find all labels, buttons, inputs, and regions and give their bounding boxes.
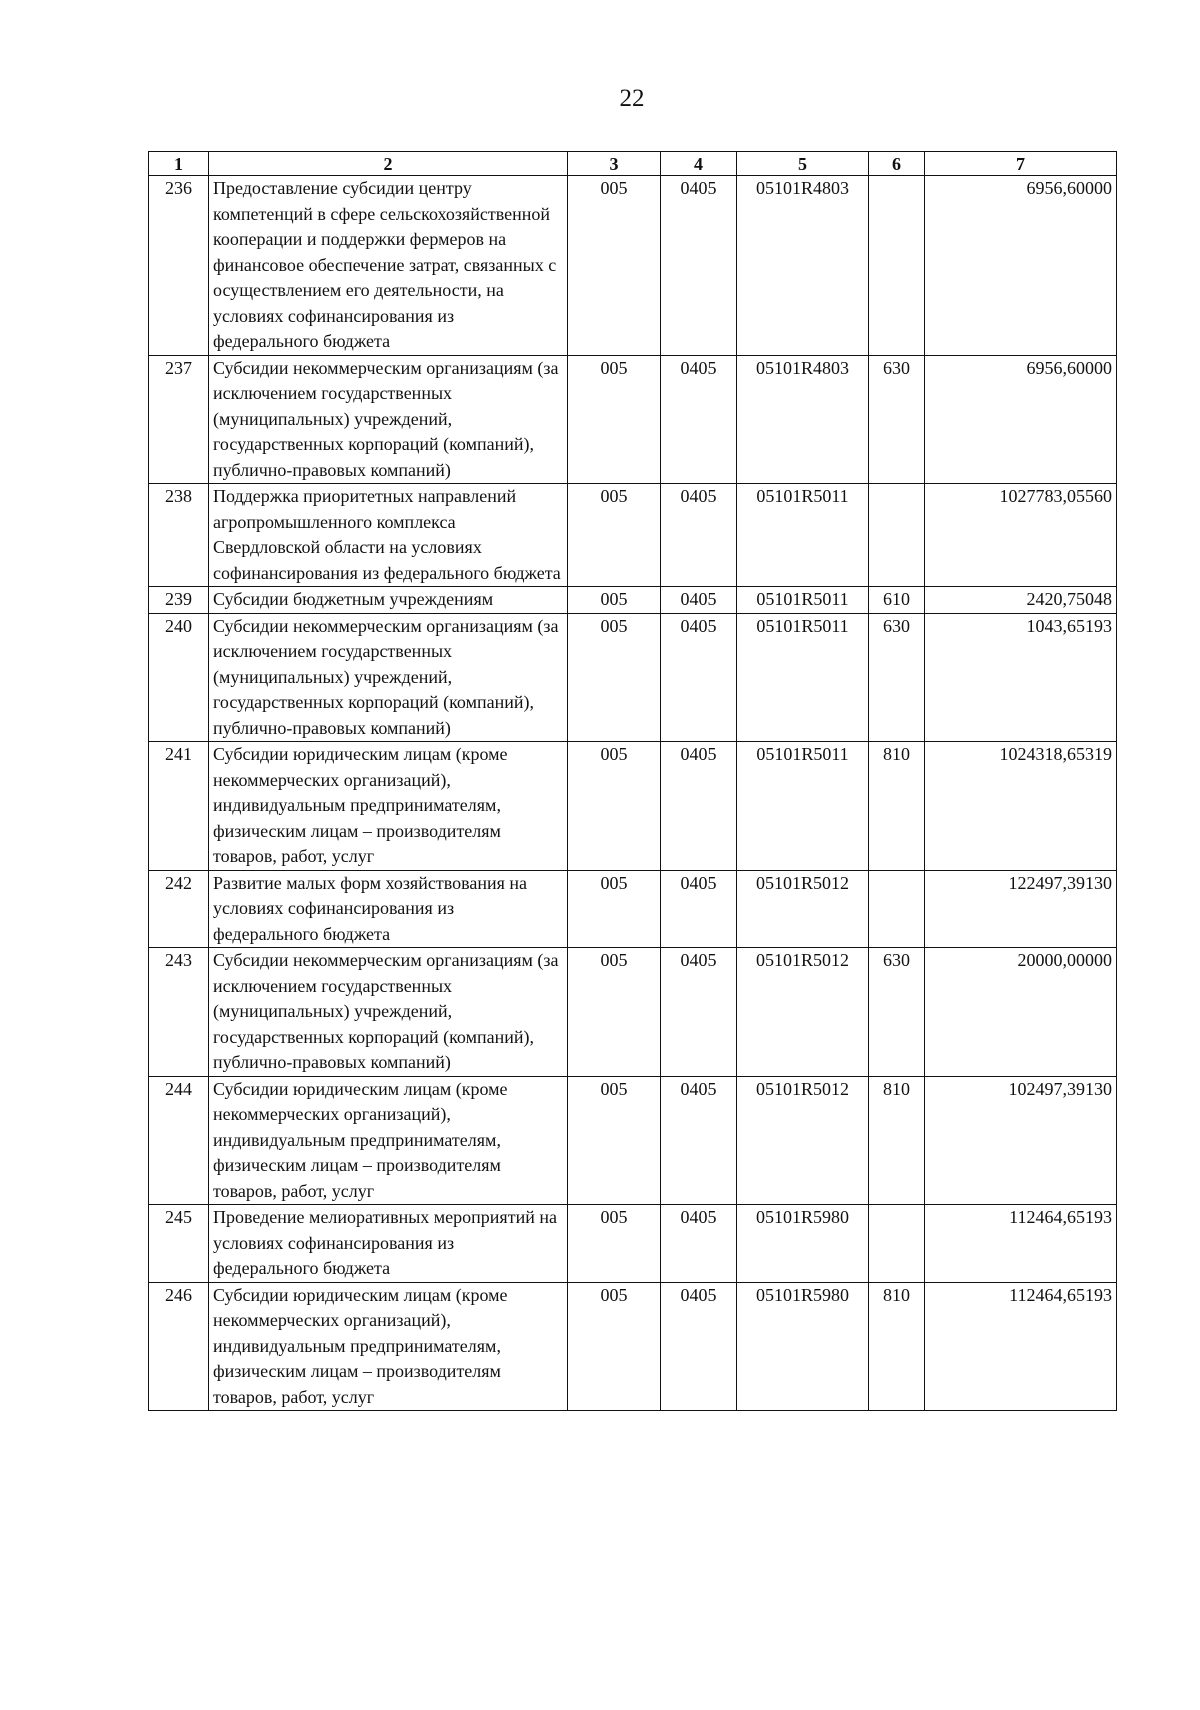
row-amount: 102497,39130 bbox=[925, 1076, 1117, 1205]
row-amount: 2420,75048 bbox=[925, 587, 1117, 614]
table-row bbox=[149, 355, 1117, 484]
row-code-3: 005 bbox=[568, 870, 661, 948]
table-row bbox=[149, 870, 1117, 948]
column-header: 3 bbox=[568, 152, 661, 176]
row-code-4: 0405 bbox=[661, 484, 737, 587]
row-name: Субсидии некоммерческим организациям (за исключением государственных (муниципальных) учреждений, государственных корпораций (компаний), публично-правовых компаний) bbox=[209, 613, 568, 742]
row-code-4: 0405 bbox=[661, 1205, 737, 1283]
table-row bbox=[149, 613, 1117, 742]
row-code-5: 05101R5011 bbox=[737, 587, 869, 614]
row-amount: 122497,39130 bbox=[925, 870, 1117, 948]
column-header: 2 bbox=[209, 152, 568, 176]
row-code-4: 0405 bbox=[661, 176, 737, 356]
row-number: 239 bbox=[149, 587, 209, 614]
row-code-6 bbox=[869, 484, 925, 587]
row-code-6: 630 bbox=[869, 948, 925, 1077]
row-code-5: 05101R4803 bbox=[737, 176, 869, 356]
row-code-6 bbox=[869, 1205, 925, 1283]
row-code-5: 05101R5011 bbox=[737, 484, 869, 587]
row-code-3: 005 bbox=[568, 587, 661, 614]
row-code-6 bbox=[869, 176, 925, 356]
row-name: Субсидии бюджетным учреждениям bbox=[209, 587, 568, 614]
row-number: 242 bbox=[149, 870, 209, 948]
row-code-4: 0405 bbox=[661, 587, 737, 614]
row-amount: 1024318,65319 bbox=[925, 742, 1117, 871]
row-code-3: 005 bbox=[568, 484, 661, 587]
row-code-4: 0405 bbox=[661, 1282, 737, 1411]
column-header: 7 bbox=[925, 152, 1117, 176]
row-code-6 bbox=[869, 870, 925, 948]
header-row bbox=[149, 152, 1117, 176]
row-code-5: 05101R5011 bbox=[737, 742, 869, 871]
row-code-3: 005 bbox=[568, 613, 661, 742]
row-code-5: 05101R5980 bbox=[737, 1205, 869, 1283]
row-code-5: 05101R5012 bbox=[737, 1076, 869, 1205]
row-code-4: 0405 bbox=[661, 870, 737, 948]
row-amount: 112464,65193 bbox=[925, 1205, 1117, 1283]
table-row bbox=[149, 948, 1117, 1077]
row-number: 243 bbox=[149, 948, 209, 1077]
table-row bbox=[149, 484, 1117, 587]
row-code-3: 005 bbox=[568, 742, 661, 871]
row-amount: 112464,65193 bbox=[925, 1282, 1117, 1411]
row-code-3: 005 bbox=[568, 948, 661, 1077]
budget-table bbox=[148, 151, 1117, 1411]
row-code-4: 0405 bbox=[661, 742, 737, 871]
column-header: 1 bbox=[149, 152, 209, 176]
row-code-5: 05101R5980 bbox=[737, 1282, 869, 1411]
row-number: 236 bbox=[149, 176, 209, 356]
row-amount: 1027783,05560 bbox=[925, 484, 1117, 587]
row-code-4: 0405 bbox=[661, 613, 737, 742]
row-number: 240 bbox=[149, 613, 209, 742]
row-name: Субсидии юридическим лицам (кроме некоммерческих организаций), индивидуальным предпринимателям, физическим лицам – производителям товаров, работ, услуг bbox=[209, 742, 568, 871]
row-name: Субсидии некоммерческим организациям (за исключением государственных (муниципальных) учреждений, государственных корпораций (компаний), публично-правовых компаний) bbox=[209, 948, 568, 1077]
row-code-3: 005 bbox=[568, 1205, 661, 1283]
row-amount: 1043,65193 bbox=[925, 613, 1117, 742]
row-code-6: 810 bbox=[869, 1282, 925, 1411]
table-row bbox=[149, 587, 1117, 614]
row-amount: 20000,00000 bbox=[925, 948, 1117, 1077]
row-amount: 6956,60000 bbox=[925, 355, 1117, 484]
row-name: Проведение мелиоративных мероприятий на условиях софинансирования из федерального бюджета bbox=[209, 1205, 568, 1283]
table-row bbox=[149, 176, 1117, 356]
row-code-4: 0405 bbox=[661, 1076, 737, 1205]
page-number: 22 bbox=[619, 85, 645, 112]
row-name: Предоставление субсидии центру компетенций в сфере сельскохозяйственной кооперации и поддержки фермеров на финансовое обеспечение затрат, связанных с осуществлением его деятельности, на условиях софинансирования из федерального бюджета bbox=[209, 176, 568, 356]
row-number: 238 bbox=[149, 484, 209, 587]
table-row bbox=[149, 1076, 1117, 1205]
row-number: 246 bbox=[149, 1282, 209, 1411]
table-row bbox=[149, 1282, 1117, 1411]
column-header: 6 bbox=[869, 152, 925, 176]
row-code-4: 0405 bbox=[661, 355, 737, 484]
row-code-6: 810 bbox=[869, 1076, 925, 1205]
row-code-3: 005 bbox=[568, 1076, 661, 1205]
row-code-5: 05101R5012 bbox=[737, 948, 869, 1077]
row-code-5: 05101R5012 bbox=[737, 870, 869, 948]
row-name: Субсидии юридическим лицам (кроме некоммерческих организаций), индивидуальным предпринимателям, физическим лицам – производителям товаров, работ, услуг bbox=[209, 1282, 568, 1411]
row-code-5: 05101R4803 bbox=[737, 355, 869, 484]
row-name: Поддержка приоритетных направлений агропромышленного комплекса Свердловской области на условиях софинансирования из федерального бюджета bbox=[209, 484, 568, 587]
row-code-6: 630 bbox=[869, 613, 925, 742]
row-code-3: 005 bbox=[568, 355, 661, 484]
row-number: 244 bbox=[149, 1076, 209, 1205]
row-name: Субсидии некоммерческим организациям (за исключением государственных (муниципальных) учреждений, государственных корпораций (компаний), публично-правовых компаний) bbox=[209, 355, 568, 484]
row-name: Развитие малых форм хозяйствования на условиях софинансирования из федерального бюджета bbox=[209, 870, 568, 948]
column-header: 5 bbox=[737, 152, 869, 176]
row-code-6: 810 bbox=[869, 742, 925, 871]
row-code-3: 005 bbox=[568, 176, 661, 356]
row-number: 245 bbox=[149, 1205, 209, 1283]
row-number: 237 bbox=[149, 355, 209, 484]
row-code-6: 610 bbox=[869, 587, 925, 614]
row-name: Субсидии юридическим лицам (кроме некоммерческих организаций), индивидуальным предпринимателям, физическим лицам – производителям товаров, работ, услуг bbox=[209, 1076, 568, 1205]
row-code-5: 05101R5011 bbox=[737, 613, 869, 742]
row-code-3: 005 bbox=[568, 1282, 661, 1411]
column-header: 4 bbox=[661, 152, 737, 176]
row-number: 241 bbox=[149, 742, 209, 871]
table-row bbox=[149, 1205, 1117, 1283]
row-code-4: 0405 bbox=[661, 948, 737, 1077]
row-code-6: 630 bbox=[869, 355, 925, 484]
table-row bbox=[149, 742, 1117, 871]
row-amount: 6956,60000 bbox=[925, 176, 1117, 356]
